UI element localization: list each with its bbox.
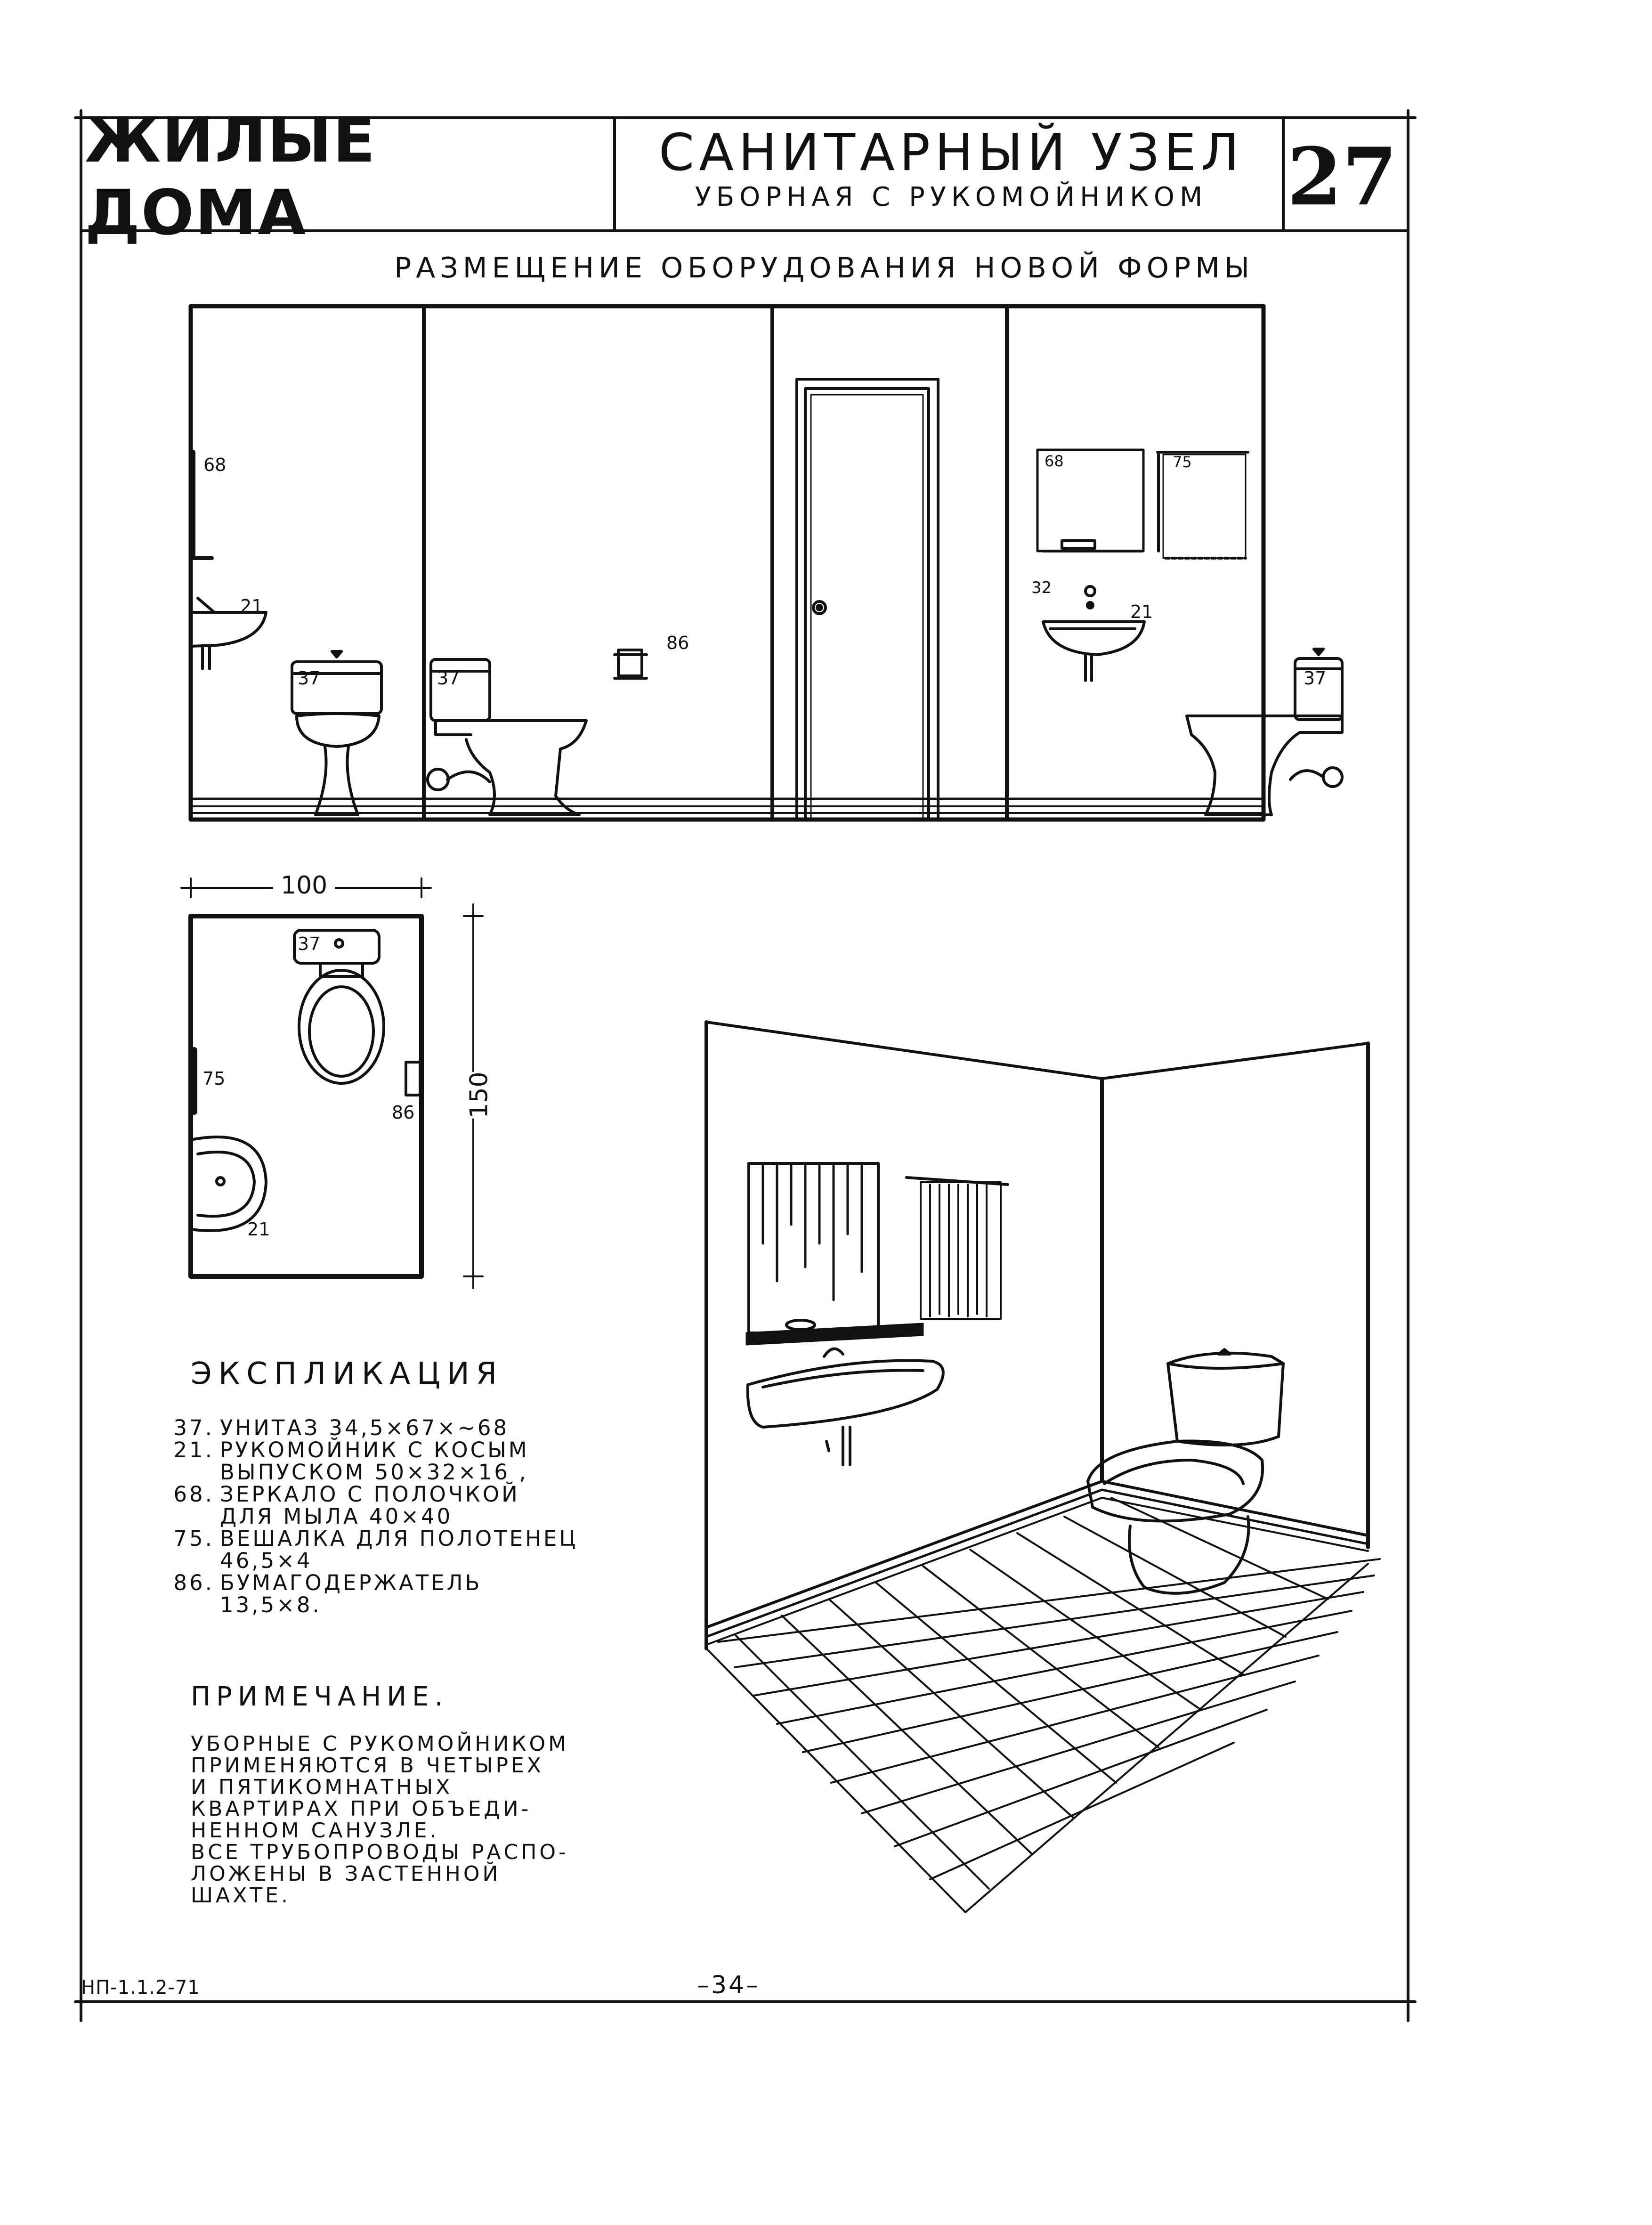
note-text	[191, 1733, 638, 1907]
plan-label-paper: 86	[392, 1102, 415, 1123]
note-line: НЕННОМ САНУЗЛЕ.	[191, 1819, 439, 1843]
elevation-label-basin-right-a: 32	[1031, 578, 1052, 597]
elevation-door-icon	[797, 379, 938, 820]
explication-item: 21. РУКОМОЙНИК С КОСЫМ	[173, 1437, 529, 1462]
perspective-toilet-icon	[1088, 1349, 1283, 1593]
note-line: ПРИМЕНЯЮТСЯ В ЧЕТЫРЕХ	[191, 1754, 544, 1778]
perspective-mirror-icon	[746, 1163, 923, 1345]
explication-item: 46,5×4	[220, 1548, 313, 1573]
elevation-label-mirror-right: 68	[1045, 452, 1064, 470]
plan-label-toilet: 37	[298, 934, 321, 954]
section-title: РАЗМЕЩЕНИЕ ОБОРУДОВАНИЯ НОВОЙ ФОРМЫ	[394, 252, 1254, 284]
plan-paper-holder-icon	[406, 1062, 420, 1095]
explication-list	[170, 1417, 640, 1616]
elevation-label-basin-right-b: 21	[1130, 601, 1153, 622]
sheet-subtitle: УБОРНАЯ С РУКОМОЙНИКОМ	[695, 182, 1208, 212]
plan-drawing	[181, 878, 483, 1288]
explication-title: ЭКСПЛИКАЦИЯ	[191, 1356, 504, 1391]
note-line: ВСЕ ТРУБОПРОВОДЫ РАСПО-	[191, 1840, 569, 1864]
note-line: ЛОЖЕНЫ В ЗАСТЕННОЙ	[191, 1862, 501, 1886]
elevation-label-toilet-mid: 37	[437, 668, 460, 689]
elevation-label-paper-holder: 86	[666, 633, 689, 653]
elevation-label-basin-left: 21	[240, 596, 263, 617]
elevation-strip	[191, 306, 1342, 820]
note-line: ШАХТЕ.	[191, 1884, 291, 1908]
sheet-number: 27	[1287, 130, 1397, 223]
perspective-basin-icon	[748, 1349, 943, 1465]
plan-label-towel: 75	[202, 1068, 226, 1089]
series-title: ЖИЛЫЕ ДОМА	[85, 104, 376, 249]
note-line: УБОРНЫЕ С РУКОМОЙНИКОМ	[191, 1732, 569, 1756]
elevation-label-towel-rail-right: 75	[1173, 453, 1192, 471]
note-line: КВАРТИРАХ ПРИ ОБЪЕДИ-	[191, 1797, 532, 1821]
sheet-title: САНИТАРНЫЙ УЗЕЛ	[658, 123, 1244, 182]
plan-height-dimension: 150	[461, 1072, 498, 1118]
plan-label-basin: 21	[247, 1219, 270, 1240]
explication-item: 13,5×8.	[220, 1592, 322, 1617]
plan-basin-icon	[191, 1137, 266, 1231]
elevation-basin-right-icon	[1043, 586, 1144, 681]
explication-item: ДЛЯ МЫЛА 40×40	[220, 1504, 453, 1529]
plan-width-dimension: 100	[273, 871, 335, 900]
elevation-label-mirror-left: 68	[203, 455, 227, 475]
note-line: И ПЯТИКОМНАТНЫХ	[191, 1775, 453, 1799]
page-number: –34–	[697, 1971, 761, 1999]
elevation-paper-holder-icon	[615, 650, 647, 678]
elevation-towel-rail-right-icon	[1158, 452, 1248, 558]
perspective-towel-rail-icon	[907, 1177, 1008, 1319]
elevation-label-toilet-right: 37	[1304, 668, 1327, 689]
explication-item: 75. ВЕШАЛКА ДЛЯ ПОЛОТЕНЕЦ	[173, 1526, 578, 1551]
explication-item: 86. БУМАГОДЕРЖАТЕЛЬ	[173, 1570, 482, 1595]
explication-item: 37. УНИТАЗ 34,5×67×~68	[173, 1415, 510, 1440]
explication-item: 68. ЗЕРКАЛО С ПОЛОЧКОЙ	[173, 1482, 520, 1507]
perspective-drawing	[706, 1022, 1380, 1912]
note-title: ПРИМЕЧАНИЕ.	[191, 1681, 449, 1712]
elevation-label-toilet-left: 37	[298, 668, 321, 689]
document-code: НП-1.1.2-71	[81, 1977, 200, 1998]
explication-item: ВЫПУСКОМ 50×32×16 ,	[220, 1460, 528, 1485]
perspective-floor-tiles	[706, 1498, 1380, 1912]
